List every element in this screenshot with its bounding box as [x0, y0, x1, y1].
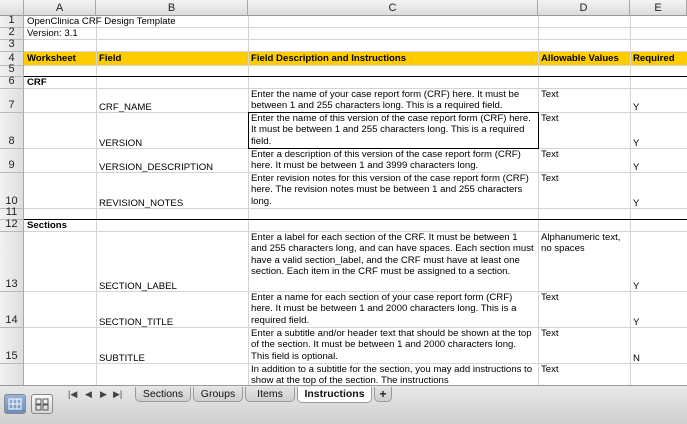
row-header-5[interactable]: 5 — [0, 66, 24, 77]
first-sheet-icon[interactable]: |◀ — [68, 389, 78, 399]
row-header-1[interactable]: 1 — [0, 16, 24, 28]
row-header-8[interactable]: 8 — [0, 113, 24, 149]
cell-e15[interactable]: N — [633, 352, 640, 364]
column-header-b[interactable]: B — [96, 0, 248, 16]
cell-d14[interactable]: Text — [541, 292, 559, 303]
tab-sections[interactable]: Sections — [135, 387, 191, 402]
row-header-14[interactable]: 14 — [0, 292, 24, 328]
cell-c13[interactable]: Enter a label for each section of the CRF. It must be between 1 and 255 characters long, and can have spaces. Each section must have a valid section_label, and the CRF must have at least one section. Each item in the CRF must be assigned to a section. — [251, 232, 534, 278]
tab-groups[interactable]: Groups — [193, 387, 243, 402]
cell-b7[interactable]: CRF_NAME — [99, 101, 152, 113]
row-header-10[interactable]: 10 — [0, 173, 24, 209]
row-header-15[interactable]: 15 — [0, 328, 24, 364]
cell-c8[interactable]: Enter the name of this version of the case report form (CRF) here. It must be between 1 and 255 characters long. This is a required field. — [251, 113, 531, 147]
cell-a4-header[interactable]: Worksheet — [27, 53, 76, 64]
cell-e14[interactable]: Y — [633, 316, 640, 328]
next-sheet-icon[interactable]: ▶ — [100, 389, 107, 399]
cell-d4-header[interactable]: Allowable Values — [541, 53, 619, 64]
cell-b9[interactable]: VERSION_DESCRIPTION — [99, 161, 214, 173]
section-border — [24, 76, 687, 77]
row-header-7[interactable]: 7 — [0, 89, 24, 113]
cell-c14[interactable]: Enter a name for each section of your case report form (CRF) here. It must be between 1 and 2000 characters long. This is a required field. — [251, 292, 517, 326]
row-header-13[interactable]: 13 — [0, 232, 24, 292]
cell-b8[interactable]: VERSION — [99, 137, 143, 149]
row-header-11[interactable]: 11 — [0, 209, 24, 220]
column-header-e[interactable]: E — [630, 0, 687, 16]
cell-b4-header[interactable]: Field — [99, 53, 122, 64]
row-header-3[interactable]: 3 — [0, 40, 24, 52]
row-header-2[interactable]: 2 — [0, 28, 24, 40]
cell-d8[interactable]: Text — [541, 113, 559, 124]
row-header-16[interactable] — [0, 364, 24, 385]
cell-c4-header[interactable]: Field Description and Instructions — [251, 53, 407, 64]
cell-e10[interactable]: Y — [633, 197, 640, 209]
cell-c16[interactable]: In addition to a subtitle for the section, you may add instructions to show at the top of the section. The instructions — [251, 364, 533, 385]
previous-sheet-icon[interactable]: ◀ — [85, 389, 92, 399]
cell-c15[interactable]: Enter a subtitle and/or header text that should be shown at the top of the section. It must be between 1 and 2000 characters long. This field is optional. — [251, 328, 532, 362]
column-header-a[interactable]: A — [24, 0, 96, 16]
cell-d7[interactable]: Text — [541, 89, 559, 100]
section-border — [24, 219, 687, 220]
last-sheet-icon[interactable]: ▶| — [113, 389, 123, 399]
cell-d13[interactable]: Alphanumeric text, no spaces — [541, 232, 621, 255]
column-header-d[interactable]: D — [538, 0, 630, 16]
add-sheet-button[interactable]: + — [374, 387, 392, 402]
row-header-12[interactable]: 12 — [0, 220, 24, 232]
page-layout-view-button[interactable] — [31, 394, 53, 414]
cell-a6[interactable]: CRF — [27, 77, 47, 88]
cell-a1[interactable]: OpenClinica CRF Design Template — [27, 16, 176, 27]
cell-b10[interactable]: REVISION_NOTES — [99, 197, 184, 209]
grid-view-icon — [5, 395, 25, 413]
gridline — [24, 51, 687, 52]
cell-c9[interactable]: Enter a description of this version of the case report form (CRF) here. It must be between 1 and 3999 characters long. — [251, 149, 521, 172]
cell-a12[interactable]: Sections — [27, 220, 67, 231]
cell-a2[interactable]: Version: 3.1 — [27, 28, 78, 39]
tab-instructions[interactable]: Instructions — [297, 387, 372, 403]
cell-e13[interactable]: Y — [633, 280, 640, 292]
cell-d16[interactable]: Text — [541, 364, 559, 375]
cell-b15[interactable]: SUBTITLE — [99, 352, 145, 364]
row-header-9[interactable]: 9 — [0, 149, 24, 173]
page-layout-icon — [32, 395, 52, 413]
row-header-6[interactable]: 6 — [0, 77, 24, 89]
cell-b13[interactable]: SECTION_LABEL — [99, 280, 177, 292]
cell-d9[interactable]: Text — [541, 149, 559, 160]
column-header-c[interactable]: C — [248, 0, 538, 16]
cell-d10[interactable]: Text — [541, 173, 559, 184]
cell-c7[interactable]: Enter the name of your case report form (CRF) here. It must be between 1 and 255 characters long. This is a required field. — [251, 89, 520, 112]
cell-c10[interactable]: Enter revision notes for this version of the case report form (CRF) here. The revision notes must be between 1 and 255 characters long. — [251, 173, 529, 207]
cell-e8[interactable]: Y — [633, 137, 640, 149]
cell-b14[interactable]: SECTION_TITLE — [99, 316, 174, 328]
normal-view-button[interactable] — [4, 394, 26, 414]
tab-items[interactable]: Items — [245, 387, 295, 402]
row-header-4[interactable]: 4 — [0, 52, 24, 66]
cell-e7[interactable]: Y — [633, 101, 640, 113]
cell-e4-header[interactable]: Required — [633, 53, 675, 64]
cell-e9[interactable]: Y — [633, 161, 640, 173]
cell-d15[interactable]: Text — [541, 328, 559, 339]
